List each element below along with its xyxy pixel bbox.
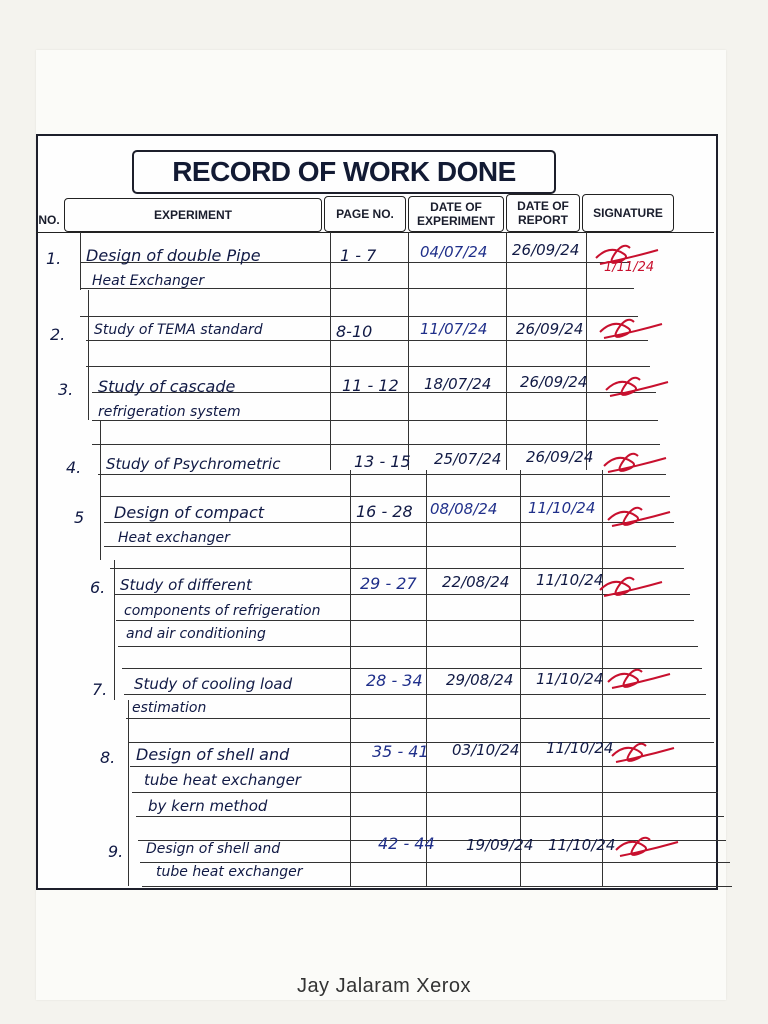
ruled-line (104, 546, 676, 547)
ruled-line (122, 668, 702, 669)
ruled-line (142, 886, 732, 887)
ruled-line (124, 694, 706, 695)
row-1-no: 1. (46, 249, 62, 268)
row-4-page: 13 - 15 (354, 452, 411, 471)
ruled-line (104, 522, 674, 523)
column-divider (506, 232, 507, 470)
ruled-line (126, 718, 710, 719)
ruled-line (100, 496, 670, 497)
header-page-no: PAGE NO. (336, 207, 394, 221)
row-3-line-2: refrigeration system (98, 404, 241, 420)
ruled-line (136, 816, 724, 817)
row-5-date-rep: 11/10/24 (528, 499, 596, 517)
ruled-line (116, 620, 694, 621)
row-8-no: 8. (100, 748, 116, 767)
row-9-line-2: tube heat exchanger (156, 864, 303, 880)
ruled-line (86, 366, 650, 367)
row-2-page: 8-10 (336, 322, 373, 341)
row-3-no: 3. (58, 380, 74, 399)
row-8-date-exp: 03/10/24 (452, 741, 520, 759)
row-1-page: 1 - 7 (340, 246, 377, 265)
row-3-date-rep: 26/09/24 (520, 373, 588, 391)
column-divider (80, 232, 81, 290)
row-7-line-1: Study of cooling load (134, 675, 293, 693)
row-1-date-exp: 04/07/24 (420, 243, 488, 261)
column-divider (426, 470, 427, 886)
row-1-line-2: Heat Exchanger (92, 273, 205, 289)
ruled-line (132, 792, 718, 793)
footer-shop-name: Jay Jalaram Xerox (296, 975, 472, 997)
row-8-date-rep: 11/10/24 (546, 739, 614, 757)
header-no: NO. (38, 213, 60, 227)
row-6-line-3: and air conditioning (126, 626, 266, 642)
row-2-line-1: Study of TEMA standard (94, 322, 263, 338)
ruled-line (118, 646, 698, 647)
row-4-no: 4. (66, 458, 82, 477)
row-2-date-rep: 26/09/24 (516, 320, 584, 338)
row-6-date-exp: 22/08/24 (442, 573, 510, 591)
row-1-line-1: Design of double Pipe (86, 246, 261, 265)
row-8-line-3: by kern method (148, 797, 268, 815)
row-6-line-1: Study of different (120, 576, 252, 594)
row-6-date-rep: 11/10/24 (536, 571, 604, 589)
row-3-line-1: Study of cascade (98, 377, 236, 396)
header-date-experiment: DATE OF EXPERIMENT (416, 200, 495, 228)
column-divider (330, 232, 331, 470)
row-3-date-exp: 18/07/24 (424, 375, 492, 393)
row-7-page: 28 - 34 (366, 671, 423, 690)
row-6-page: 29 - 27 (360, 574, 417, 593)
ruled-line (110, 568, 684, 569)
header-experiment: EXPERIMENT (153, 208, 232, 222)
column-divider (520, 470, 521, 886)
row-6-line-2: components of refrigeration (124, 603, 321, 619)
row-9-no: 9. (108, 842, 124, 861)
row-8-line-2: tube heat exchanger (144, 771, 301, 789)
ruled-line (98, 474, 666, 475)
header-signature: SIGNATURE (593, 206, 663, 220)
header-underline (36, 232, 714, 233)
row-2-no: 2. (50, 325, 66, 344)
row-7-no: 7. (92, 680, 108, 699)
row-8-line-1: Design of shell and (136, 745, 290, 764)
column-divider (128, 700, 129, 886)
row-5-date-exp: 08/08/24 (430, 500, 498, 518)
row-9-page: 42 - 44 (378, 834, 435, 853)
row-1-sig-note: 1/11/24 (604, 260, 655, 275)
page-title: RECORD OF WORK DONE (132, 150, 556, 194)
row-4-date-exp: 25/07/24 (434, 450, 502, 468)
ruled-line (130, 766, 716, 767)
column-divider (350, 470, 351, 886)
row-4-line-1: Study of Psychrometric (106, 455, 281, 473)
column-divider (100, 420, 101, 560)
row-8-page: 35 - 41 (372, 742, 429, 761)
ruled-line (140, 862, 730, 863)
row-2-date-exp: 11/07/24 (420, 320, 488, 338)
row-5-page: 16 - 28 (356, 502, 413, 521)
row-5-line-2: Heat exchanger (118, 530, 230, 546)
column-divider (408, 232, 409, 470)
ruled-line (92, 444, 660, 445)
row-9-date-exp: 19/09/24 (466, 836, 534, 854)
row-7-date-exp: 29/08/24 (446, 671, 514, 689)
ruled-line (80, 316, 638, 317)
column-divider (586, 232, 587, 470)
row-3-page: 11 - 12 (342, 376, 399, 395)
row-5-line-1: Design of compact (114, 503, 265, 522)
row-4-date-rep: 26/09/24 (526, 448, 594, 466)
row-6-no: 6. (90, 578, 106, 597)
ruled-line (92, 420, 658, 421)
ruled-line (114, 594, 690, 595)
row-7-line-2: estimation (132, 700, 207, 716)
column-divider (88, 290, 89, 420)
row-5-no: 5 (74, 508, 85, 527)
row-7-date-rep: 11/10/24 (536, 670, 604, 688)
row-9-date-rep: 11/10/24 (548, 836, 616, 854)
header-date-report: DATE OF REPORT (517, 199, 569, 227)
row-9-line-1: Design of shell and (146, 841, 281, 857)
row-1-date-rep: 26/09/24 (512, 241, 580, 259)
column-divider (114, 560, 115, 700)
